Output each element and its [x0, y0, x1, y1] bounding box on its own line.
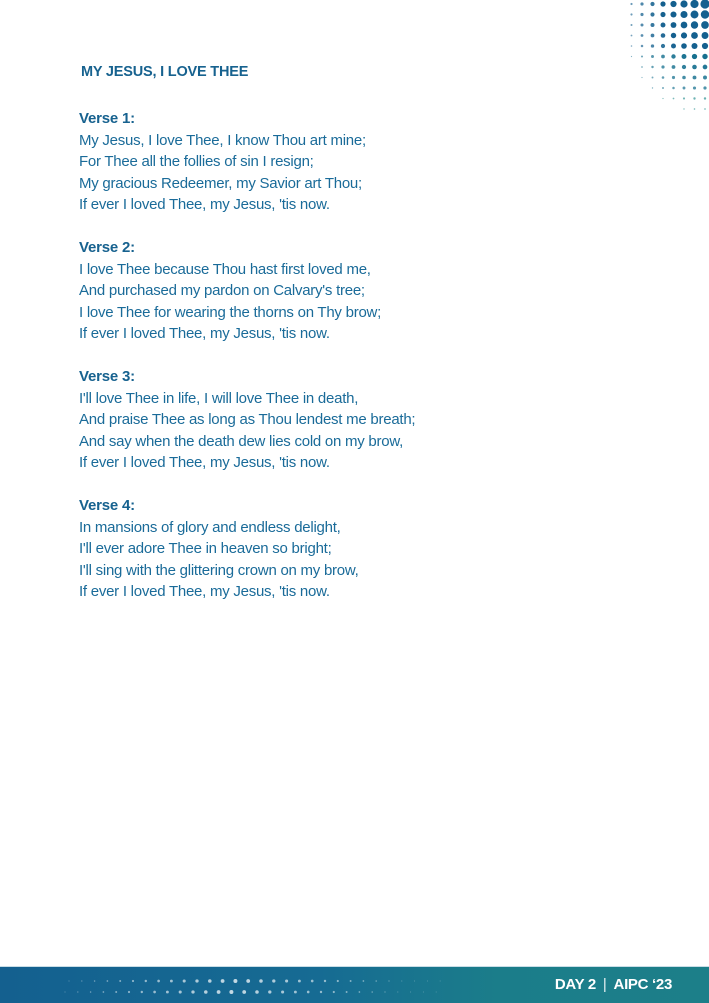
verse-heading: Verse 2: [79, 239, 135, 256]
verse-2 [79, 237, 539, 345]
footer-label [555, 976, 672, 993]
footer-separator: | [602, 976, 607, 993]
footer-day: DAY 2 [554, 976, 596, 993]
verse-3 [79, 366, 539, 474]
verse-line: And purchased my pardon on Calvary's tree; [79, 282, 365, 299]
verse-line: For Thee all the follies of sin I resign; [79, 153, 314, 170]
verse-line: If ever I loved Thee, my Jesus, 'tis now. [79, 454, 330, 471]
verse-4 [79, 495, 539, 603]
verse-heading: Verse 4: [79, 497, 135, 514]
verse-heading: Verse 1: [79, 110, 135, 127]
verse-line: And say when the death dew lies cold on my brow, [79, 432, 404, 450]
verse-line: My Jesus, I love Thee, I know Thou art mine; [79, 131, 366, 149]
verse-1 [79, 108, 539, 216]
verse-line: In mansions of glory and endless delight, [79, 518, 341, 536]
verse-line: I'll ever adore Thee in heaven so bright; [79, 540, 332, 557]
verses-container [79, 108, 539, 624]
verse-heading: Verse 3: [79, 368, 135, 385]
verse-line: I love Thee because Thou hast first loved me, [79, 260, 371, 278]
verse-line: I'll love Thee in life, I will love Thee in death, [79, 389, 359, 407]
verse-line: If ever I loved Thee, my Jesus, 'tis now. [79, 583, 330, 600]
footer-banner [0, 966, 709, 1003]
verse-line: I'll sing with the glittering crown on my brow, [79, 561, 359, 579]
footer-event: AIPC ‘23 [613, 976, 672, 993]
verse-line: If ever I loved Thee, my Jesus, 'tis now. [79, 196, 330, 213]
halftone-dot-pattern-decoration [599, 0, 709, 140]
hymn-title: MY JESUS, I LOVE THEE [81, 64, 249, 80]
verse-line: I love Thee for wearing the thorns on Thy brow; [79, 303, 382, 321]
verse-line: And praise Thee as long as Thou lendest me breath; [79, 411, 416, 428]
footer-dot-pattern-decoration [55, 972, 445, 1000]
verse-line: If ever I loved Thee, my Jesus, 'tis now. [79, 325, 330, 342]
verse-line: My gracious Redeemer, my Savior art Thou; [79, 174, 362, 192]
